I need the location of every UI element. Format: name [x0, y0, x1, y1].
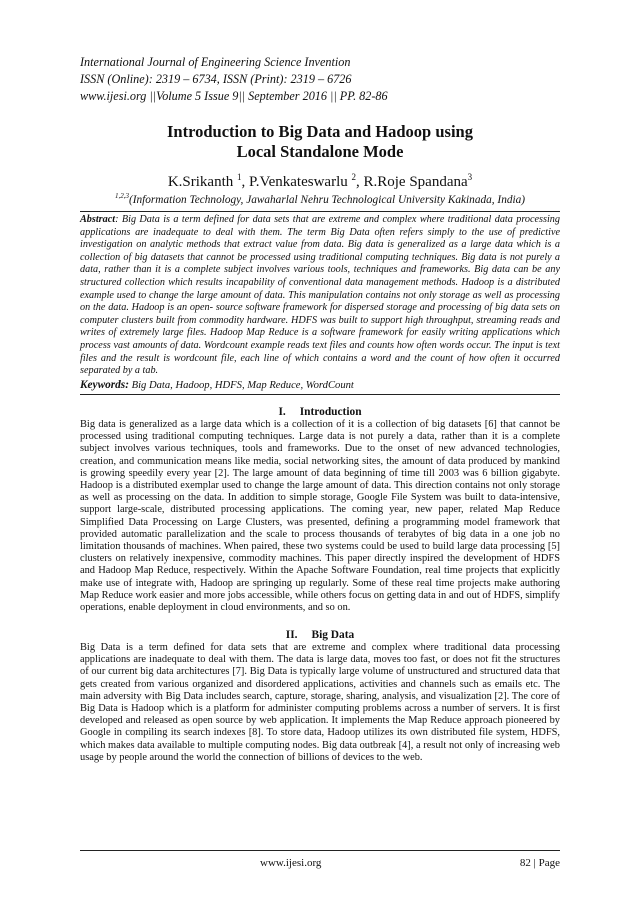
abstract-label: Abstract: [80, 214, 116, 225]
author-name: R.Roje Spandana: [363, 174, 468, 190]
footer-url: www.ijesi.org: [260, 857, 322, 869]
abstract-text: : Big Data is a term defined for data sets that are extreme and complex where traditional data processing applications are inadequate to deal with them. The term Big Data often refers simply to the use of predictive investigation on analytic methods that extract value from data. Big data is generalized as a large data which is a collection of big datasets that cannot be processed using traditional computing techniques. Big data is not purely a data, rather than it is a complete subject involves various tools, techniques and frameworks. Big data can be any structured collection which results incapability of conventional data management methods. Hadoop is a distributed example used to change the large amount of data. This manipulation contains not only storage as well as processing on the data. Hadoop is an open- source software framework for dispersed storage and processing of big data sets on computer clusters built from commodity hardware. HDFS was built to support high throughput, streaming reads and writes of extremely large files. Hadoop Map Reduce is a software framework for easily writing applications which process vast amounts of data. Wordcount example reads text files and counts how often words occur. The input is text files and the result is wordcount file, each line of which contains a word and the count of how often it occurred separated by a tab.: [80, 214, 560, 377]
author-name: K.Srikanth: [167, 174, 234, 190]
journal-volume: www.ijesi.org ||Volume 5 Issue 9|| September 2016 || PP. 82-86: [80, 89, 388, 103]
paper-title-line-2: Local Standalone Mode: [236, 142, 404, 161]
section-heading-big-data: [80, 628, 560, 642]
author-list: K.Srikanth $^1$, P.Venkateswarlu $^2$, R.Roje Spandana$^3$: [167, 172, 473, 190]
keywords-text: Big Data, Hadoop, HDFS, Map Reduce, WordCount: [131, 380, 354, 391]
introduction-body: Big data is generalized as a large data which is a collection of it is a collection of big datasets [6] that cannot be processed using traditional computing techniques. Large data is not purely a data, rather than it is a complete subject involves various techniques, tools and frameworks. Due to the onset of new advanced technologies, creation, and communication means like media, social networking sites, the amount of data produced by mankind is growing speedily every year [2]. The large amount of data beginning of time till 2003 was 6 billion gigabyte. Hadoop is a distributed exemplar used to change the large amount of data. This direction contains not only storage as well as processing on the data. In addition to simple storage, Google File System was built to data-intensive, support large-scale, distributed processing applications. The coming year, new paper, related Map Reduce Simplified Data Processing on Large Clusters, was presented, defining a programming model framework that provided automatic parallelization and the scale to process thousands of terabytes of big data in a one job no limitation thousands of machines. When paired, these two systems could be used to build large data processing [5] clusters on relatively inexpensive, commodity machines. This paper directly inspired the development of HDFS and Hadoop Map Reduce, respectively. Within the Apache Software Foundation, real time projects that explicitly make use of integrate with, Hadoop are springing up regularly. Some of these real time projects make authoring Map Reduce work easier and more jobs accessible, while others focus on getting data in and out of HDFS, simplify operations, enable deployment in cloud environments, and so on.: [80, 419, 560, 614]
big-data-body: Big Data is a term defined for data sets that are extreme and complex where traditional data processing applications are inadequate to deal with them. The data is large data, moves too fast, or does not fit the structures of our current big data architectures [7]. Big Data is typically large volume of unstructured and structured data that gets created from various organized and disordered applications, activities and channels such as emails etc. The main adversity with Big Data includes search, capture, storage, sharing, analysis, and visualization [2]. The core of Big Data is Hadoop which is a platform for administer computing problems across a number of servers. It is first developed and released as open source by web application. It implements the Map Reduce approach pioneered by Google in compiling its search indexes [8]. To store data, Hadoop utilizes its own distributed file system, HDFS, which makes data available to multiple computing nodes. Big data outbreak [4], a result not only of increasing web usage by people around the world the connection of billions of devices to the web.: [80, 642, 560, 763]
section-heading-introduction: [80, 405, 560, 419]
paper-title-line-1: Introduction to Big Data and Hadoop using: [167, 122, 473, 141]
affiliation-text: (Information Technology, Jawaharlal Nehru Technological University Kakinada, India): [128, 193, 526, 206]
keywords-label: Keywords:: [80, 379, 129, 391]
abstract-bottom-rule: [80, 394, 560, 395]
section-number: I.: [278, 406, 286, 418]
author-name: P.Venkateswarlu: [249, 174, 348, 190]
journal-issn: ISSN (Online): 2319 – 6734, ISSN (Print): 2319 – 6726: [80, 72, 352, 86]
affiliation-mark: 1,2,3: [114, 192, 129, 200]
section-title: Introduction: [299, 406, 362, 418]
keywords: [80, 379, 560, 392]
abstract-top-rule: [80, 211, 560, 212]
section-title: Big Data: [311, 629, 355, 641]
author-affiliation-mark: 2: [351, 172, 356, 182]
journal-header: [80, 54, 560, 105]
affiliation: [80, 189, 560, 207]
abstract: [80, 214, 560, 378]
footer-page-number: 82 | Page: [519, 857, 560, 869]
section-number: II.: [285, 629, 298, 641]
journal-name: International Journal of Engineering Science Invention: [80, 55, 351, 69]
author-affiliation-mark: 1: [237, 172, 242, 182]
paper-title: [80, 122, 560, 162]
author-affiliation-mark: 3: [467, 172, 473, 182]
footer-rule: [80, 850, 560, 851]
